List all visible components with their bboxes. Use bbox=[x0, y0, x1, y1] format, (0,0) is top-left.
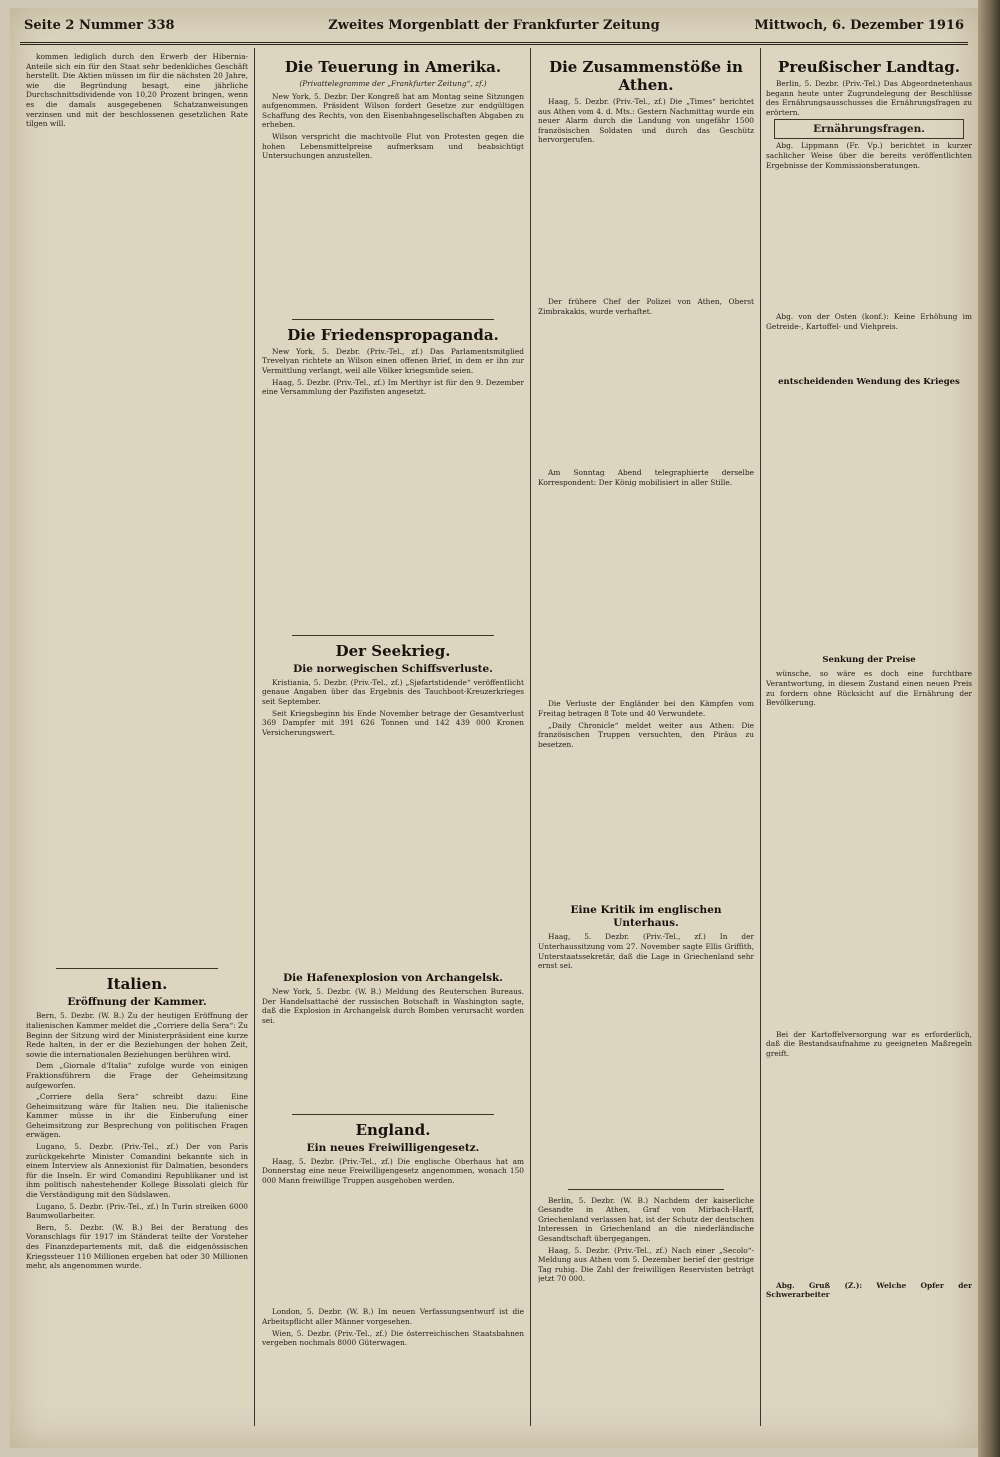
article-paragraph: Wien, 5. Dezbr. (Priv.-Tel., zf.) Die österreichischen Staatsbahnen vergeben nochmals 8000 Güterwagen. bbox=[262, 1328, 524, 1348]
column-3 bbox=[538, 52, 754, 1422]
book-binding-edge bbox=[978, 0, 1000, 1457]
separator-line bbox=[292, 319, 494, 320]
article-paragraph: Bern, 5. Dezbr. (W. B.) Bei der Beratung des Voranschlags für 1917 im Ständerat teilte der Vorsteher des Finanzdepartements mit, daß die eidgenössischen Kriegssteuer 110 Millionen ergeben hat oder 30 Millionen mehr, als angenommen wurde. bbox=[26, 1222, 248, 1271]
newspaper-title: Zweites Morgenblatt der Frankfurter Zeitung bbox=[328, 18, 660, 33]
column-1 bbox=[26, 52, 248, 1422]
section-heading-italien: Italien. bbox=[106, 975, 168, 994]
article-continuation-space bbox=[262, 739, 524, 969]
article-paragraph: Haag, 5. Dezbr. (Priv.-Tel., zf.) Im Merthyr ist für den 9. Dezember eine Versammlung der Pazifisten angesetzt. bbox=[262, 377, 524, 397]
article-paragraph: Haag, 5. Dezbr. (Priv.-Tel., zf.) Die englische Oberhaus hat am Donnerstag eine neue Freiwilligengesetz angenommen, wonach 150 000 Mann freiwillige Truppen ausgehoben werden. bbox=[262, 1156, 524, 1185]
article-body-filler bbox=[26, 131, 248, 141]
article-heading-teuerung: Die Teuerung in Amerika. bbox=[284, 58, 502, 76]
section-heading-landtag: Preußischer Landtag. bbox=[778, 58, 960, 76]
article-heading-freiwilligengesetz: Ein neues Freiwilligengesetz. bbox=[306, 1141, 480, 1154]
section-heading-seekrieg: Der Seekrieg. bbox=[335, 641, 451, 660]
article-paragraph: Seit Kriegsbeginn bis Ende November betrage der Gesamtverlust 369 Dampfer mit 391 626 Tonnen und 142 439 000 Kronen Versicherungswert. bbox=[262, 708, 524, 737]
article-paragraph: Abg. von der Osten (konf.): Keine Erhöhung im Getreide-, Kartoffel- und Viehpreis. bbox=[766, 312, 972, 331]
article-paragraph: Haag, 5. Dezbr. (Priv.-Tel., zf.) Nach einer „Secolo“-Meldung aus Athen vom 5. Dezember berief der gestrige Tag ruhig. Die Zahl der freiwilligen Reservisten beträgt jetzt 70 000. bbox=[538, 1245, 754, 1284]
article-heading-friedenspropaganda: Die Friedenspropaganda. bbox=[287, 325, 499, 344]
article-paragraph: Haag, 5. Dezbr. (Priv.-Tel., zf.) In der Unterhaussitzung vom 27. November sagte Ellis Griffith, Unterstaatssekretär, daß die Lage in Griechenland sehr ernst sei. bbox=[538, 932, 754, 971]
article-paragraph: New York, 5. Dezbr. (Priv.-Tel., zf.) Das Parlamentsmitglied Trevelyan richtete an Wilson einen offenen Brief, in dem er ihn zur Vermittlung verlangt, weil alle Völker kriegsmüde seien. bbox=[262, 346, 524, 375]
article-paragraph: Lugano, 5. Dezbr. (Priv.-Tel., zf.) In Turin streiken 6000 Baumwollarbeiter. bbox=[26, 1201, 248, 1221]
section-heading-england: England. bbox=[355, 1120, 431, 1139]
article-heading-archangelsk: Die Hafenexplosion von Archangelsk. bbox=[283, 972, 503, 985]
article-continuation-space bbox=[262, 399, 524, 629]
article-paragraph: Dem „Giornale d'Italia“ zufolge wurde von einigen Fraktionsführern die Frage der Geheimsitzung aufgeworfen. bbox=[26, 1061, 248, 1090]
article-continuation-space bbox=[262, 1028, 524, 1108]
article-paragraph: Abg. Lippmann (Fr. Vp.) berichtet in kurzer sachlicher Weise über die bereits veröffentlichten Ergebnisse der Kommissionsberatungen. bbox=[766, 141, 972, 170]
article-paragraph: Lugano, 5. Dezbr. (Priv.-Tel., zf.) Der von Paris zurückgekehrte Minister Comandini bekannte sich in einem Interview als Annexionist für Dalmatien, besonders für die Inseln. Er wird Comandini Republikaner und ist ihm politisch nahestehender Kollege Bissolati gleich für die Verständigung mit den Südslawen. bbox=[26, 1142, 248, 1200]
separator-line bbox=[568, 1189, 724, 1190]
article-paragraph: Am Sonntag Abend telegraphierte derselbe Korrespondent: Der König mobilisiert in aller Stille. bbox=[538, 468, 754, 487]
article-continuation-space bbox=[538, 973, 754, 1183]
article-paragraph: Abg. Gruß (Z.): Welche Opfer der Schwerarbeiter bbox=[766, 1280, 972, 1300]
article-heading-athen: Die Zusammenstöße in Athen. bbox=[549, 58, 743, 94]
article-paragraph: Berlin, 5. Dezbr. (Priv.-Tel.) Das Abgeordnetenhaus begann heute unter Zugrundelegung der Beschlüsse des Ernährungsausschusses die Ernährungsfragen zu erörtern. bbox=[766, 79, 972, 117]
article-continuation-space bbox=[766, 172, 972, 312]
article-paragraph: Der frühere Chef der Polizei von Athen, Oberst Zimbrakakis, wurde verhaftet. bbox=[538, 296, 754, 316]
separator-line bbox=[56, 968, 218, 969]
article-paragraph: wünsche, so wäre es doch eine furchtbare Verantwortung, in diesem Zustand einen neuen Preis zu fordern ohne Rücksicht auf die Ernährung der Bevölkerung. bbox=[766, 669, 972, 708]
article-paragraph: Die Verluste der Engländer bei den Kämpfen vom Freitag betragen 8 Tote und 40 Verwundete. bbox=[538, 699, 754, 718]
article-continuation-space bbox=[538, 489, 754, 699]
article-continuation-space bbox=[26, 142, 248, 962]
article-paragraph: Bern, 5. Dezbr. (W. B.) Zu der heutigen Eröffnung der italienischen Kammer meldet die „Corriere della Sera“: Zu Beginn der Sitzung wird der Ministerpräsident eine kurze Rede halten, in der er die Beziehungen der hohen Zeit, sowie die internationalen Beziehungen berühren wird. bbox=[26, 1011, 248, 1059]
issue-date: Mittwoch, 6. Dezember 1916 bbox=[754, 18, 964, 33]
column-4 bbox=[766, 52, 972, 1422]
newspaper-masthead bbox=[20, 12, 968, 45]
boxed-heading-ernaehrungsfragen: Ernährungsfragen. bbox=[774, 119, 964, 139]
article-continuation-space bbox=[766, 1061, 972, 1281]
article-paragraph: Berlin, 5. Dezbr. (W. B.) Nachdem der kaiserliche Gesandte in Athen, Graf von Mirbach-Harff, Griechenland verlassen hat, ist der Schutz der deutschen Interessen in Griechenland an die niederländische Gesandtschaft übergegangen. bbox=[538, 1195, 754, 1244]
article-continuation-space bbox=[538, 147, 754, 297]
separator-line bbox=[292, 635, 494, 636]
column-rule bbox=[760, 48, 761, 1426]
article-paragraph: „Corriere della Sera“ schreibt dazu: Eine Geheimsitzung wäre für Italien neu. Die italienische Kammer müsse in ihr die Einberufung einer Geheimsitzung zur Besprechung von politischen Fragen erwägen. bbox=[26, 1092, 248, 1140]
article-heading-schiffsverluste: Die norwegischen Schiffsverluste. bbox=[293, 662, 493, 675]
column-2 bbox=[262, 52, 524, 1422]
article-continuation-space bbox=[538, 751, 754, 901]
article-paragraph: „Daily Chronicle“ meldet weiter aus Athen: Die französischen Truppen versuchten, den Piräus zu besetzen. bbox=[538, 720, 754, 749]
article-continuation-space bbox=[538, 318, 754, 468]
article-paragraph: Haag, 5. Dezbr. (Priv.-Tel., zf.) Die „Times“ berichtet aus Athen vom 4. d. Mts.: Gestern Nachmittag wurde ein neuer Alarm durch die Landung von ungefähr 1500 französischen Soldaten und durch das Geschütz hervorgerufen. bbox=[538, 97, 754, 145]
article-paragraph: London, 5. Dezbr. (W. B.) Im neuen Verfassungsentwurf ist die Arbeitspflicht aller Männer vorgesehen. bbox=[262, 1307, 524, 1327]
article-paragraph: New York, 5. Dezbr. (W. B.) Meldung des Reuterschen Bureaus. Der Handelsattaché der russischen Botschaft in Washington sagte, daß die Explosion in Archangelsk durch Bomben verursacht worden sei. bbox=[262, 987, 524, 1026]
article-continuation-space bbox=[262, 1187, 524, 1307]
article-paragraph: Wilson verspricht die machtvolle Flut von Protesten gegen die hohen Lebensmittelpreise aufmerksam und beabsichtigt Untersuchungen anzustellen. bbox=[262, 131, 524, 161]
article-paragraph: Bei der Kartoffelversorgung war es erforderlich, daß die Bestandsaufnahme zu geeigneten Maßregeln greift. bbox=[766, 1029, 972, 1058]
column-rule bbox=[530, 48, 531, 1426]
article-paragraph: kommen lediglich durch den Erwerb der Hibernia-Anteile sich ein für den Staat sehr bedenkliches Geschäft herstellt. Die Aktien müssen im für die nächsten 20 Jahre, wie die Begründung besagt, eine jährliche Durchschnittsdividende von 10,20 Prozent bringen, wenn es die damals ausgegebenen Schatzanweisungen verzinsen und mit der beschlossenen gesetzlichen Rate tilgen will. bbox=[26, 52, 248, 129]
article-paragraph: Kristiania, 5. Dezbr. (Priv.-Tel., zf.) „Sjøfartstidende“ veröffentlicht genaue Angaben über das Ergebnis des Tauchboot-Kreuzerkrieges seit September. bbox=[262, 677, 524, 706]
column-rule bbox=[254, 48, 255, 1426]
article-subheading-wendung: entscheidenden Wendung des Krieges bbox=[778, 377, 960, 388]
article-heading-kammer: Eröffnung der Kammer. bbox=[67, 996, 207, 1009]
article-heading-kritik: Eine Kritik im englischen Unterhaus. bbox=[570, 904, 722, 930]
article-continuation-space bbox=[766, 391, 972, 651]
page-number: Seite 2 Nummer 338 bbox=[24, 18, 175, 33]
article-continuation-space bbox=[262, 163, 524, 313]
article-paragraph: New York, 5. Dezbr. Der Kongreß hat am Montag seine Sitzungen aufgenommen. Präsident Wilson fordert Gesetze zur endgültigen Schaffung des Rechts, von den Eisenbahngesellschaften Abgaben zu erheben. bbox=[262, 91, 524, 130]
article-continuation-space bbox=[766, 710, 972, 1030]
article-continuation-space bbox=[766, 333, 972, 373]
separator-line bbox=[292, 1114, 494, 1115]
article-subheading-preise: Senkung der Preise bbox=[822, 655, 916, 666]
article-subheading: (Privattelegramme der „Frankfurter Zeitung“, zf.) bbox=[299, 79, 487, 88]
